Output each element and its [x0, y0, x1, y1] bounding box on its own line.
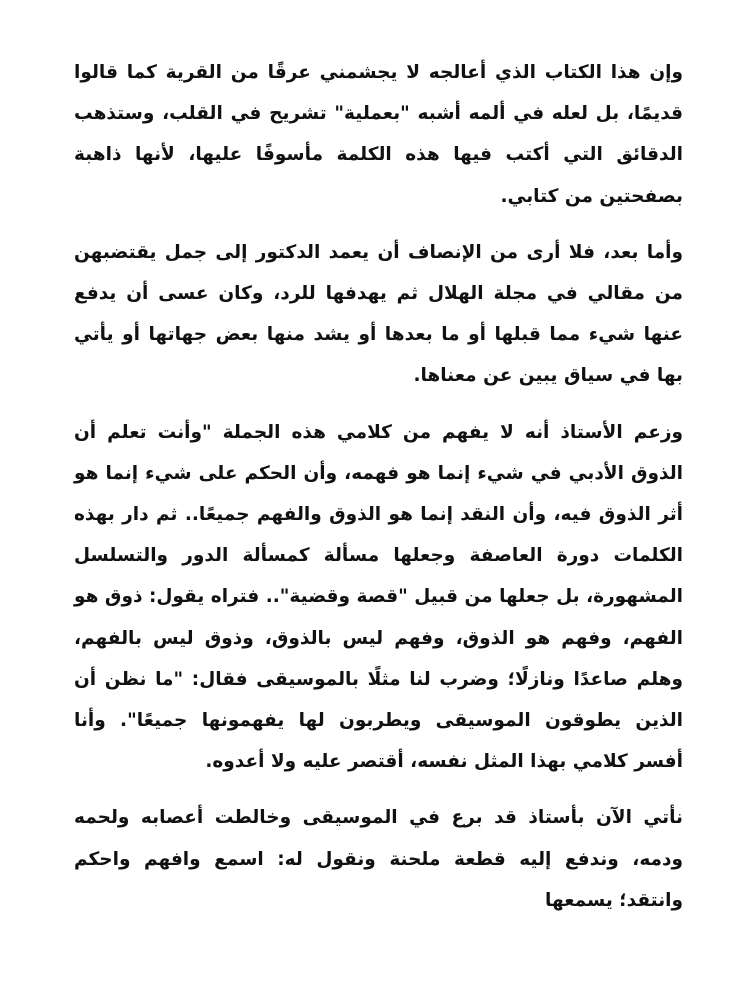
document-page: [74, 52, 683, 921]
paragraph-1: وإن هذا الكتاب الذي أعالجه لا يجشمني عرقًا من القرية كما قالوا قديمًا، بل لعله في ألمه أشبه "بعملية" تشريح في القلب، وستذهب الدقائق التي أكتب فيها هذه الكلمة مأسوفًا عليها، لأنها ذاهبة بصفحتين من كتابي.: [74, 62, 683, 207]
paragraph-4: نأتي الآن بأستاذ قد برع في الموسيقى وخالطت أعصابه ولحمه ودمه، وندفع إليه قطعة ملحنة ونقول له: اسمع وافهم واحكم وانتقد؛ يسمعها: [74, 807, 683, 911]
paragraph-2: وأما بعد، فلا أرى من الإنصاف أن يعمد الدكتور إلى جمل يقتضبهن من مقالي في مجلة الهلال ثم يهدفها للرد، وكان عسى أن يدفع عنها شيء مما قبلها أو ما بعدها أو يشد منها بعض جهاتها أو يأتي بها في سياق يبين عن معناها.: [74, 241, 683, 387]
paragraph-3: وزعم الأستاذ أنه لا يفهم من كلامي هذه الجملة "وأنت تعلم أن الذوق الأدبي في شيء إنما هو فهمه، وأن الحكم على شيء إنما هو أثر الذوق فيه، وأن النقد إنما هو الذوق والفهم جميعًا.. ثم دار بهذه الكلمات دورة العاصفة وجعلها مسألة كمسألة الدور والتسلسل المشهورة، بل جعلها من قبيل "قصة وقضية".. فتراه يقول: ذوق هو الفهم، وفهم هو الذوق، وفهم ليس بالذوق، وذوق ليس بالفهم، وهلم صاعدًا ونازلًا؛ وضرب لنا مثلًا بالموسيقى فقال: "ما نظن أن الذين يطوقون الموسيقى ويطربون لها يفهمونها جميعًا". وأنا أفسر كلامي بهذا المثل نفسه، أقتصر عليه ولا أعدوه.: [74, 421, 683, 773]
